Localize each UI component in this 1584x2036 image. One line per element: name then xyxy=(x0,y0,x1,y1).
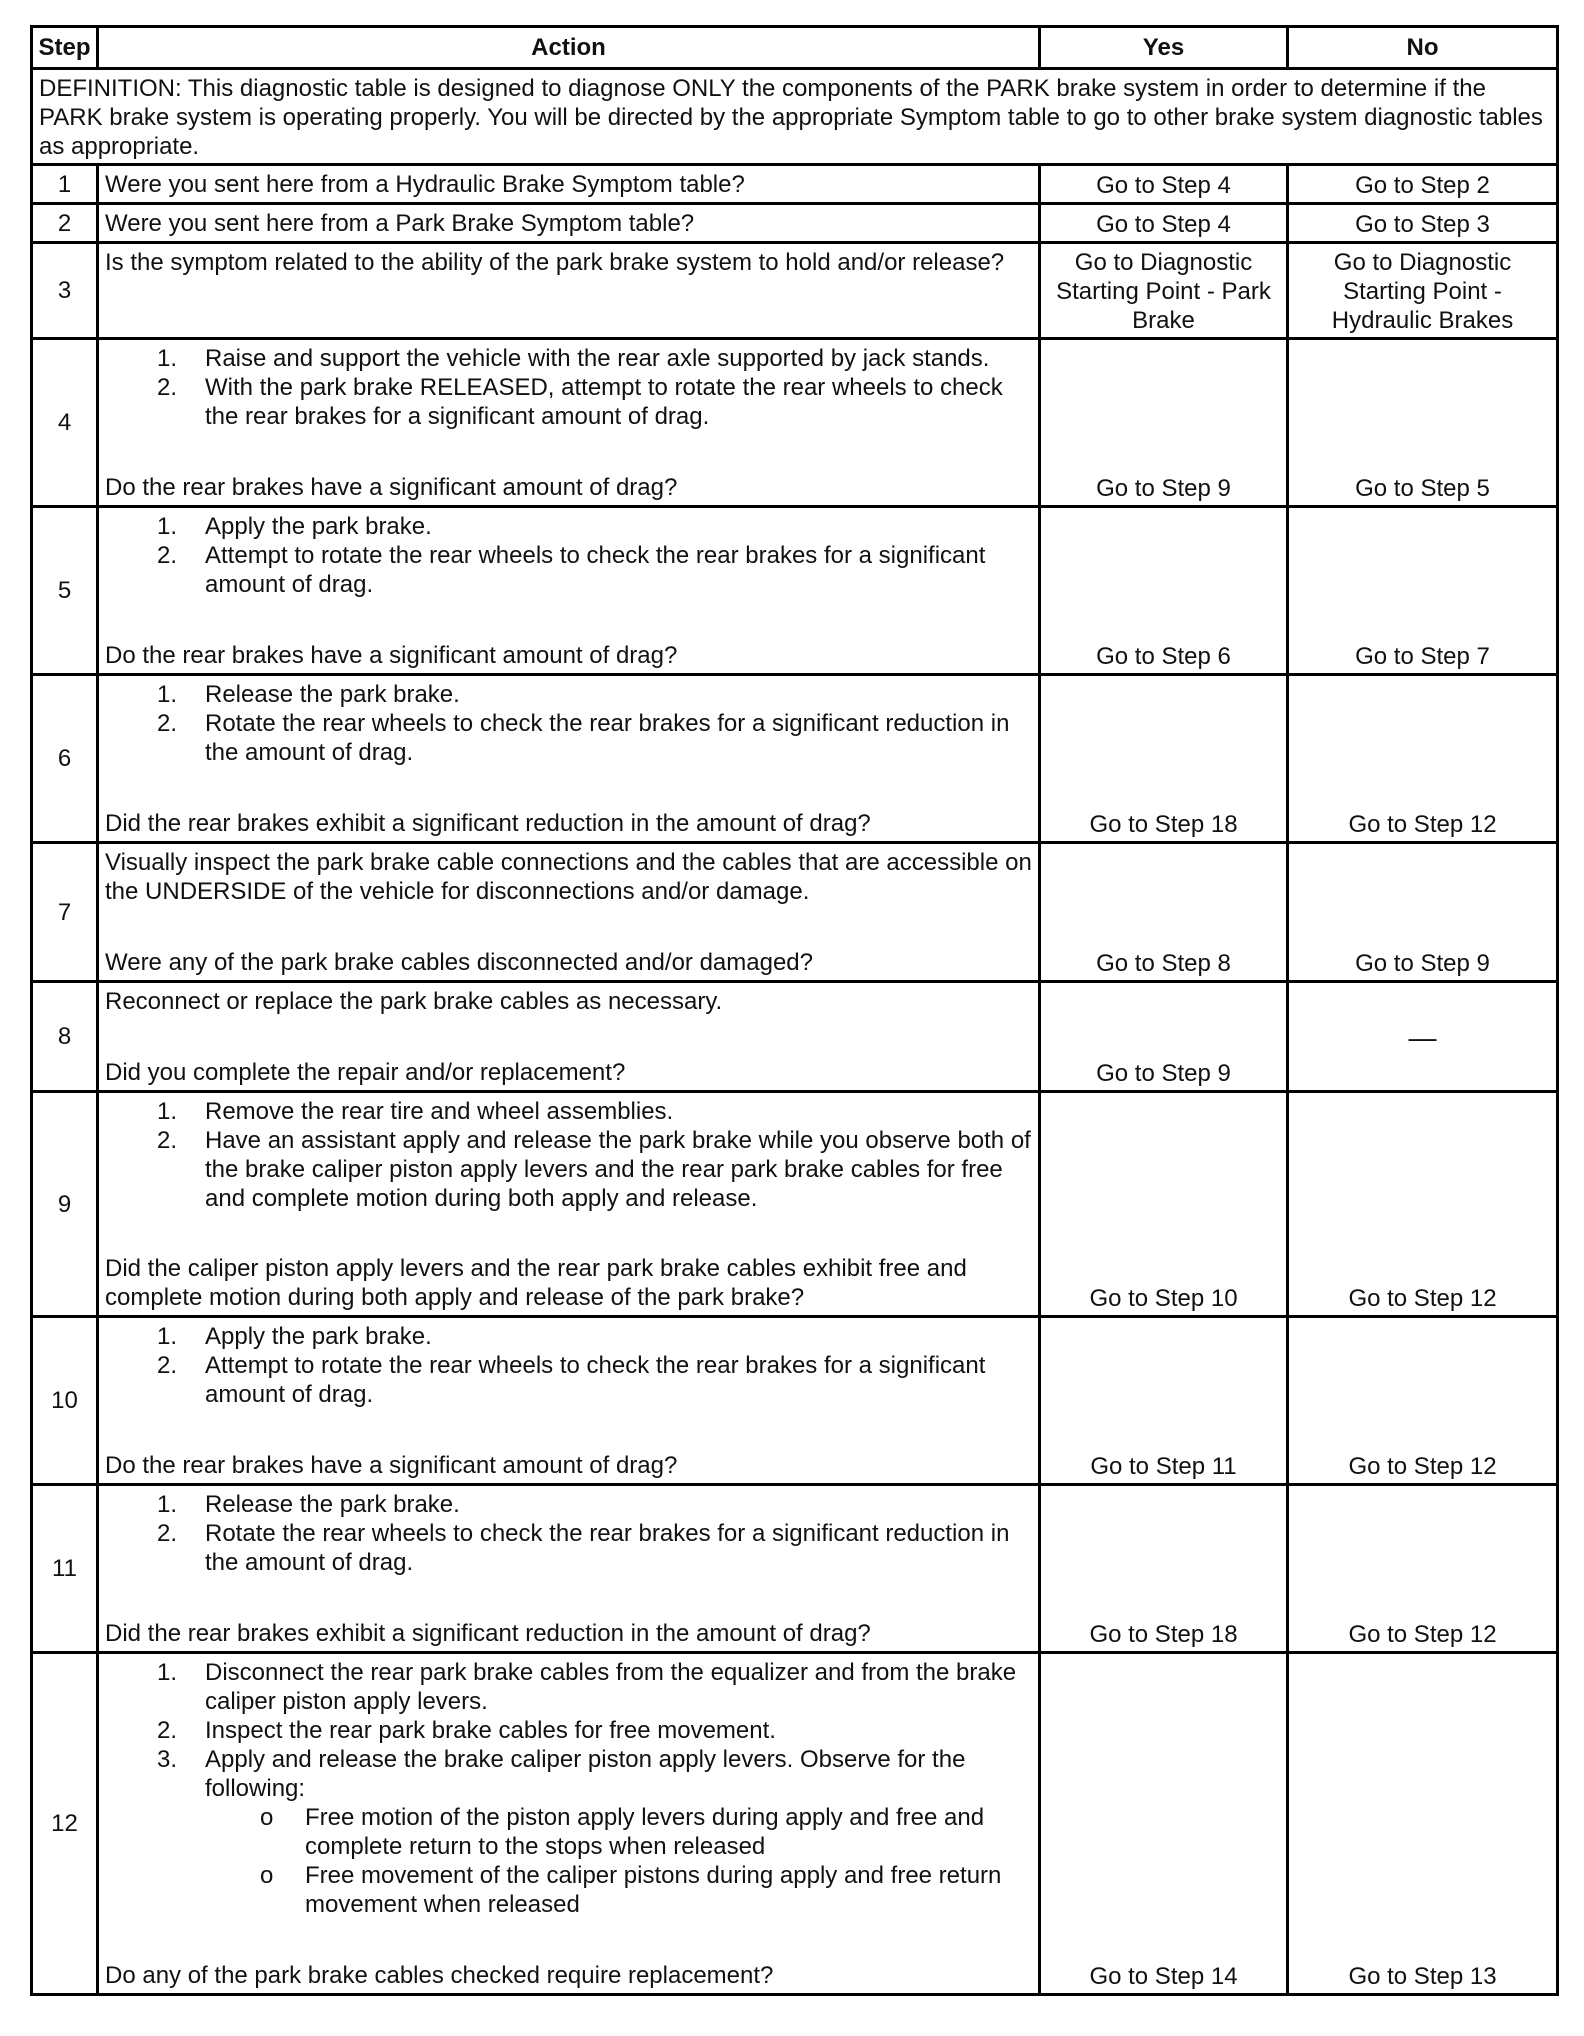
action-steps xyxy=(105,1490,1032,1577)
action-text: Reconnect or replace the park brake cables as necessary. xyxy=(105,988,723,1015)
table-row xyxy=(32,1653,1558,1995)
action-cell xyxy=(98,675,1040,843)
no-result: Go to Step 12 xyxy=(1288,675,1558,843)
action-question: Did the rear brakes exhibit a significant reduction in the amount of drag? xyxy=(105,1620,871,1647)
list-item: 1. Remove the rear tire and wheel assemblies. xyxy=(157,1098,674,1125)
table-row xyxy=(32,1317,1558,1485)
yes-result: Go to Step 14 xyxy=(1040,1653,1288,1995)
no-result: Go to Step 3 xyxy=(1288,204,1558,243)
list-item: 1. Disconnect the rear park brake cables from the equalizer and from the brake caliper piston apply levers. xyxy=(157,1659,1017,1715)
step-number: 12 xyxy=(32,1653,98,1995)
definition-text: DEFINITION: This diagnostic table is designed to diagnose ONLY the components of the PARK brake system in order to determine if the PARK brake system is operating properly. You will be directed by the appropriate Symptom table to go to other brake system diagnostic tables as appropriate. xyxy=(32,69,1558,165)
action-cell xyxy=(98,1317,1040,1485)
yes-result: Go to Step 9 xyxy=(1040,982,1288,1092)
list-item: 1. Raise and support the vehicle with the rear axle supported by jack stands. xyxy=(157,345,990,372)
step-number: 5 xyxy=(32,507,98,675)
yes-result: Go to Step 6 xyxy=(1040,507,1288,675)
yes-result: Go to Step 18 xyxy=(1040,1485,1288,1653)
action-steps xyxy=(105,344,1032,431)
action-text: Were you sent here from a Park Brake Symptom table? xyxy=(98,204,1040,243)
list-item: 1. Apply the park brake. xyxy=(157,513,432,540)
list-item: 2. Attempt to rotate the rear wheels to check the rear brakes for a significant amount of drag. xyxy=(157,1352,986,1408)
step-number: 3 xyxy=(32,243,98,339)
bullet-circle-icon: o xyxy=(260,1862,274,1889)
sub-list-item: o Free motion of the piston apply levers during apply and free and complete return to the stops when released xyxy=(260,1804,985,1860)
no-result: Go to Step 2 xyxy=(1288,165,1558,204)
no-result: Go to Step 13 xyxy=(1288,1653,1558,1995)
no-result: Go to Step 12 xyxy=(1288,1092,1558,1317)
header-no: No xyxy=(1288,27,1558,69)
header-step: Step xyxy=(32,27,98,69)
no-result: Go to Diagnostic Starting Point - Hydraulic Brakes xyxy=(1288,243,1558,339)
action-cell xyxy=(98,1092,1040,1317)
action-steps xyxy=(105,1658,1032,1919)
step-number: 9 xyxy=(32,1092,98,1317)
action-cell xyxy=(98,982,1040,1092)
diagnostic-table-page xyxy=(30,25,1556,1996)
step-number: 1 xyxy=(32,165,98,204)
action-text: Is the symptom related to the ability of the park brake system to hold and/or release? xyxy=(98,243,1040,339)
table-row xyxy=(32,843,1558,982)
list-item: 2. With the park brake RELEASED, attempt to rotate the rear wheels to check the rear brakes for a significant amount of drag. xyxy=(157,374,1003,430)
yes-result: Go to Step 4 xyxy=(1040,204,1288,243)
table-row xyxy=(32,1092,1558,1317)
action-cell xyxy=(98,843,1040,982)
action-question: Were any of the park brake cables disconnected and/or damaged? xyxy=(105,949,813,976)
diagnostic-table xyxy=(30,25,1559,1996)
bullet-circle-icon: o xyxy=(260,1804,274,1831)
step-number: 11 xyxy=(32,1485,98,1653)
list-item: 2. Rotate the rear wheels to check the rear brakes for a significant reduction in the amount of drag. xyxy=(157,1520,1010,1576)
yes-result: Go to Step 8 xyxy=(1040,843,1288,982)
sub-list-item: o Free movement of the caliper pistons during apply and free return movement when released xyxy=(260,1862,1002,1918)
action-cell xyxy=(98,339,1040,507)
header-yes: Yes xyxy=(1040,27,1288,69)
step-number: 6 xyxy=(32,675,98,843)
yes-result: Go to Step 18 xyxy=(1040,675,1288,843)
yes-result: Go to Step 11 xyxy=(1040,1317,1288,1485)
action-text: Were you sent here from a Hydraulic Brake Symptom table? xyxy=(98,165,1040,204)
no-result: Go to Step 5 xyxy=(1288,339,1558,507)
table-row xyxy=(32,165,1558,204)
list-item: 2. Rotate the rear wheels to check the rear brakes for a significant reduction in the amount of drag. xyxy=(157,710,1010,766)
header-row xyxy=(32,27,1558,69)
list-item: 1. Release the park brake. xyxy=(157,1491,460,1518)
action-cell xyxy=(98,1653,1040,1995)
list-item: 1. Apply the park brake. xyxy=(157,1323,432,1350)
step-number: 8 xyxy=(32,982,98,1092)
action-cell xyxy=(98,507,1040,675)
action-steps xyxy=(105,1322,1032,1409)
action-question: Do the rear brakes have a significant amount of drag? xyxy=(105,1452,678,1479)
table-row xyxy=(32,339,1558,507)
yes-result: Go to Step 4 xyxy=(1040,165,1288,204)
table-row xyxy=(32,243,1558,339)
list-item: 2. Inspect the rear park brake cables for free movement. xyxy=(157,1717,776,1744)
yes-result: Go to Step 9 xyxy=(1040,339,1288,507)
action-cell xyxy=(98,1485,1040,1653)
table-row xyxy=(32,1485,1558,1653)
step-number: 7 xyxy=(32,843,98,982)
list-item: 3. Apply and release the brake caliper piston apply levers. Observe for the following: o Free motion of the piston apply levers during apply and free and complete return to the stops when released o Free movement of the caliper pistons during apply and free return movement when released xyxy=(105,1745,1032,1919)
action-steps xyxy=(105,680,1032,767)
action-steps xyxy=(105,1097,1032,1213)
action-question: Do the rear brakes have a significant amount of drag? xyxy=(105,642,678,669)
table-row xyxy=(32,982,1558,1092)
no-result: Go to Step 7 xyxy=(1288,507,1558,675)
header-action: Action xyxy=(98,27,1040,69)
action-steps xyxy=(105,512,1032,599)
action-question: Did the rear brakes exhibit a significant reduction in the amount of drag? xyxy=(105,810,871,837)
list-item: 1. Release the park brake. xyxy=(157,681,460,708)
list-item: 2. Have an assistant apply and release the park brake while you observe both of the brake caliper piston apply levers and the rear park brake cables for free and complete motion during both apply and release. xyxy=(157,1127,1031,1212)
sub-list xyxy=(105,1803,1032,1919)
yes-result: Go to Step 10 xyxy=(1040,1092,1288,1317)
table-row xyxy=(32,507,1558,675)
yes-result: Go to Diagnostic Starting Point - Park Brake xyxy=(1040,243,1288,339)
step-number: 2 xyxy=(32,204,98,243)
action-text: Visually inspect the park brake cable connections and the cables that are accessible on the UNDERSIDE of the vehicle for disconnections and/or damage. xyxy=(105,849,1032,905)
no-result: Go to Step 12 xyxy=(1288,1485,1558,1653)
step-number: 4 xyxy=(32,339,98,507)
definition-row xyxy=(32,69,1558,165)
table-row xyxy=(32,675,1558,843)
table-row xyxy=(32,204,1558,243)
no-result: — xyxy=(1288,982,1558,1092)
action-question: Do any of the park brake cables checked require replacement? xyxy=(105,1962,774,1989)
step-number: 10 xyxy=(32,1317,98,1485)
no-result: Go to Step 12 xyxy=(1288,1317,1558,1485)
no-result: Go to Step 9 xyxy=(1288,843,1558,982)
action-question: Do the rear brakes have a significant amount of drag? xyxy=(105,474,678,501)
list-item: 2. Attempt to rotate the rear wheels to check the rear brakes for a significant amount of drag. xyxy=(157,542,986,598)
action-question: Did you complete the repair and/or replacement? xyxy=(105,1059,626,1086)
action-question: Did the caliper piston apply levers and the rear park brake cables exhibit free and complete motion during both apply and release of the park brake? xyxy=(105,1255,967,1311)
